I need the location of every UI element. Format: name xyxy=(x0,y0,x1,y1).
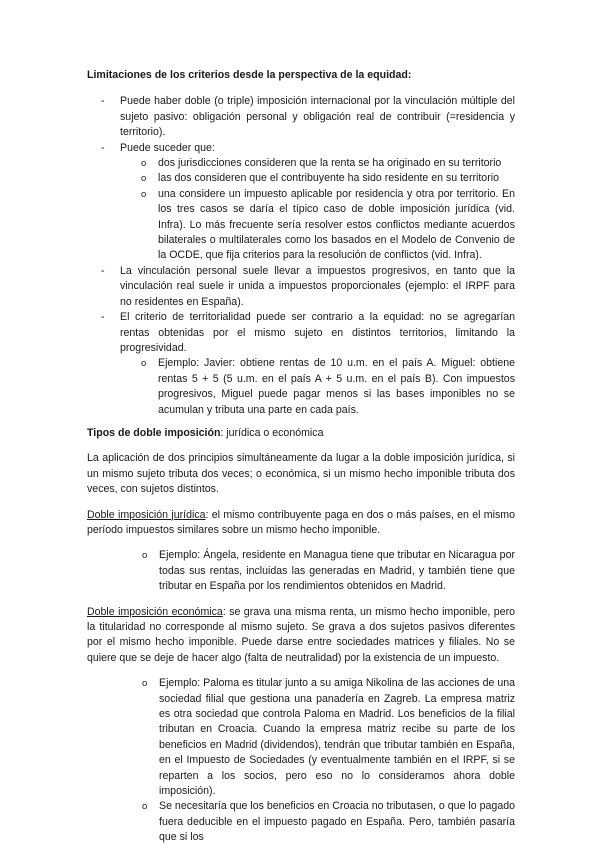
sub-list xyxy=(120,156,515,264)
list-item: - Puede haber doble (o triple) imposición internacional por la vinculación múltiple del sujeto pasivo: obligación personal y obligación real de contribuir (=residencia y territorio). xyxy=(87,94,515,140)
document-page xyxy=(87,68,515,846)
example-item: o Ejemplo: Paloma es titular junto a su amiga Nikolina de las acciones de una sociedad filial que gestiona una panadería en Zagreb. La empresa matriz es otra sociedad que controla Paloma en Madrid. Los beneficios de la filial tributan en Croacia. Cuando la empresa matriz recibe su parte de los beneficios en Madrid (dividendos), tendrán que tributar también en España, en el Impuesto de Sociedades (y eventualmente también en el IRPF, si se reparten a los socios, pero eso no lo consideramos ahora doble imposición). xyxy=(121,676,515,799)
economica-term: Doble imposición económica xyxy=(87,605,223,618)
heading-limitaciones: Limitaciones de los criterios desde la perspectiva de la equidad: xyxy=(87,69,412,81)
sub-list-item: o las dos consideren que el contribuyente ha sido residente en su territorio xyxy=(120,171,515,186)
list-item: - Puede suceder que: o dos jurisdicciones consideren que la renta se ha originado en su territorio o las dos consideren que el contribuyente ha sido residente en su territorio o una considere un impuesto aplicable por residencia y otra por territorio. En los tres casos se daría el típico caso de doble imposición jurídica (vid. Infra). Lo más frecuente sería resolver estos conflictos mediante acuerdos bilaterales o multilaterales como los basados en el Modelo de Convenio de la OCDE, que fija criterios para la resolución de conflictos (vid. Infra). xyxy=(87,141,515,264)
tipos-intro: La aplicación de dos principios simultáneamente da lugar a la doble imposición jurídica, si un mismo sujeto tributa dos veces; o económica, si un mismo hecho imponible tributa dos veces, con sujetos distintos. xyxy=(87,452,515,496)
list-item: - La vinculación personal suele llevar a impuestos progresivos, en tanto que la vinculación real suele ir unida a impuestos proporcionales (ejemplo: el IRPF para no residentes en España). xyxy=(87,264,515,310)
economica-paragraph: Doble imposición económica: se grava una misma renta, un mismo hecho imponible, pero la titularidad no corresponde al mismo sujeto. Se grava a dos sujetos pasivos diferentes por el mismo hecho imponible. Puede darse entre sociedades matrices y filiales. No se quiere que se deje de hacer algo (falta de neutralidad) por la existencia de un impuesto. xyxy=(87,605,515,664)
sub-list-item: o dos jurisdicciones consideren que la renta se ha originado en su territorio xyxy=(120,156,515,171)
economica-examples xyxy=(87,676,515,845)
sub-list-item: o Ejemplo: Javier: obtiene rentas de 10 u.m. en el país A. Miguel: obtiene rentas 5 + 5 (5 u.m. en el país A + 5 u.m. en el país B). Con impuestos progresivos, Miguel puede pagar menos si las bases imponibles no se acumulan y tributa una parte en cada país. xyxy=(120,356,515,418)
juridica-examples xyxy=(87,548,515,594)
heading-tipos: Tipos de doble imposición: jurídica o económica xyxy=(87,426,324,439)
sub-list-item: o una considere un impuesto aplicable por residencia y otra por territorio. En los tres casos se daría el típico caso de doble imposición jurídica (vid. Infra). Lo más frecuente sería resolver estos conflictos mediante acuerdos bilaterales o multilaterales como los basados en el Modelo de Convenio de la OCDE, que fija criterios para la resolución de conflictos (vid. Infra). xyxy=(120,187,515,264)
example-item: o Ejemplo: Ángela, residente en Managua tiene que tributar en Nicaragua por todas sus rentas, incluidas las generadas en Madrid, y también tiene que tributar en España por los rendimientos obtenidos en Madrid. xyxy=(121,548,515,594)
juridica-term: Doble imposición jurídica xyxy=(87,508,206,521)
limitaciones-list xyxy=(87,94,515,418)
juridica-paragraph: Doble imposición jurídica: el mismo contribuyente paga en dos o más países, en el mismo período impuestos similares sobre un mismo hecho imponible. xyxy=(87,508,516,536)
example-item: o Se necesitaría que los beneficios en Croacia no tributasen, o que lo pagado fuera deducible en el impuesto pagado en España. Pero, también pasaría que si los xyxy=(121,799,515,845)
sub-list xyxy=(120,356,515,418)
list-item: - El criterio de territorialidad puede ser contrario a la equidad: no se agregarían rentas obtenidas por el mismo sujeto en distintos territorios, limitando la progresividad. o Ejemplo: Javier: obtiene rentas de 10 u.m. en el país A. Miguel: obtiene rentas 5 + 5 (5 u.m. en el país A + 5 u.m. en el país B). Con impuestos progresivos, Miguel puede pagar menos si las bases imponibles no se acumulan y tributa una parte en cada país. xyxy=(87,310,515,418)
